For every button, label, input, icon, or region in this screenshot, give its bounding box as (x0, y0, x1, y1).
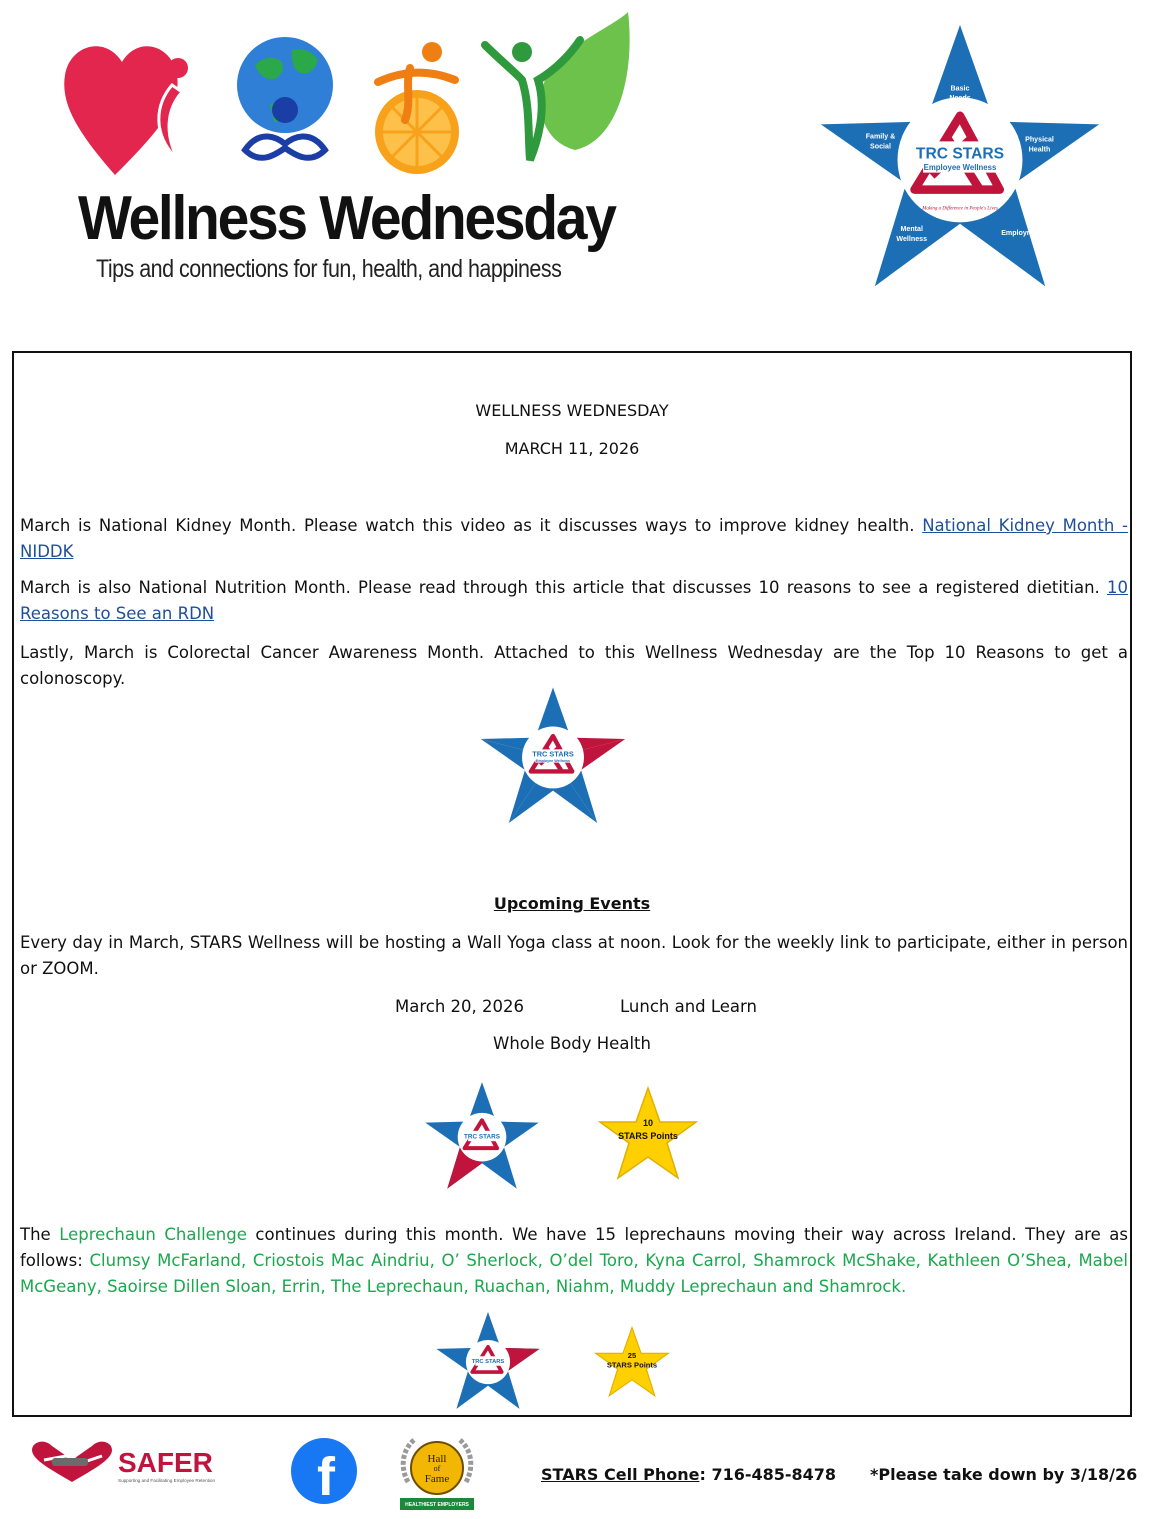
upcoming-events-heading: Upcoming Events (493, 894, 651, 913)
phone-label: STARS Cell Phone (541, 1465, 700, 1484)
facebook-glyph: f (317, 1447, 335, 1505)
svg-text:TRC STARS: TRC STARS (532, 749, 574, 759)
footer-phone (541, 1465, 836, 1484)
svg-text:Health: Health (1028, 145, 1051, 154)
content-box (12, 351, 1132, 1417)
logo-point-employment: Employment (1001, 229, 1044, 238)
paragraph-wall-yoga: Every day in March, STARS Wellness will be hosting a Wall Yoga class at noon. Look for the weekly link to participate, either in person or ZOOM. (20, 933, 1128, 978)
svg-text:Employee Wellness: Employee Wellness (535, 758, 571, 763)
logo-point-family-social: Family & (865, 132, 896, 141)
points-badge-25-label: STARS Points (606, 1360, 658, 1370)
paragraph-nutrition-month (20, 575, 1128, 627)
paragraph-colorectal-month: Lastly, March is Colorectal Cancer Awareness Month. Attached to this Wellness Wednesday are the Top 10 Reasons to get a colonoscopy. (20, 643, 1128, 688)
safer-logo[interactable] (26, 1440, 236, 1486)
paragraph-kidney-month (20, 513, 1128, 565)
trc-stars-logo-small-2 (430, 1311, 546, 1411)
paragraph-kidney-text: March is National Kidney Month. Please watch this video as it discusses ways to improve kidney health. (20, 516, 923, 535)
paragraph-leprechaun-challenge: The Leprechaun Challenge continues during this month. We have 15 leprechauns moving their way across Ireland. They are as follows: Clumsy McFarland, Criostois Mac Aindriu, O’ Sherlock, O’del Toro, Kyna Carrol, Shamrock McShake, Kathleen O’Shea, Mabel McGeany, Saoirse Dillen Sloan, Errin, The Leprechaun, Ruachan, Niahm, Muddy Leprechaun and Shamrock. (20, 1225, 1128, 1296)
points-badge-10-label: STARS Points (618, 1131, 678, 1141)
phone-number: : 716-485-8478 (699, 1465, 837, 1484)
logo-point-mental-wellness: Mental (900, 224, 923, 233)
facebook-icon[interactable] (290, 1437, 358, 1505)
event-title: Whole Body Health (493, 1034, 651, 1053)
svg-text:TRC STARS: TRC STARS (471, 1359, 505, 1366)
event-date: March 20, 2026 (395, 997, 525, 1016)
event-type: Lunch and Learn (620, 997, 757, 1016)
trc-stars-logo-mid (467, 686, 639, 826)
logo-ring-motto: Making a Difference in People's Lives (922, 206, 998, 212)
svg-text:TRC STARS: TRC STARS (464, 1133, 500, 1141)
stars-points-badge-10 (598, 1086, 698, 1181)
svg-text:Hall: Hall (427, 1453, 447, 1465)
svg-text:Needs: Needs (949, 94, 971, 103)
globe-meditation-icon (237, 37, 333, 158)
safer-tagline: Supporting and Facilitating Employee Retention (118, 1478, 216, 1483)
leprechaun-challenge-name: Leprechaun Challenge (59, 1225, 247, 1244)
logo-ring-subtitle: Employee Wellness (923, 162, 997, 172)
leaf-person-icon (485, 12, 630, 160)
content-date: MARCH 11, 2026 (504, 439, 640, 458)
svg-text:Fame: Fame (424, 1473, 450, 1485)
heart-person-icon (64, 46, 188, 175)
leprechaun-list: Clumsy McFarland, Criostois Mac Aindriu, O’ Sherlock, O’del Toro, Kyna Carrol, Shamrock McShake, Kathleen O’Shea, Mabel McGeany, Saoirse Dillen Sloan, Errin, The Leprechaun, Ruachan, Niahm, Muddy Leprechaun and Shamrock. (20, 1251, 1128, 1296)
logo-ring-title: TRC STARS (915, 145, 1005, 163)
wellness-icons-illustration (60, 10, 640, 180)
svg-text:of: of (433, 1464, 441, 1473)
trc-stars-logo (818, 22, 1102, 292)
safer-logo-text: SAFER (118, 1447, 213, 1478)
takedown-note: *Please take down by 3/18/26 (870, 1465, 1138, 1484)
paragraph-nutrition-text: March is also National Nutrition Month. Please read through this article that discusses 10 reasons to see a registered dietitian. (20, 578, 1107, 597)
hall-of-fame-badge (398, 1432, 476, 1512)
trc-stars-logo-small (423, 1081, 541, 1191)
link-national-kidney-month[interactable]: National Kidney Month - NIDDK (20, 516, 1128, 561)
svg-text:Wellness: Wellness (896, 234, 928, 243)
brand-tagline: Tips and connections for fun, health, and happiness (96, 255, 562, 283)
link-10-reasons-rdn[interactable]: 10 Reasons to See an RDN (20, 578, 1128, 623)
brand-title: Wellness Wednesday (78, 184, 615, 253)
logo-point-basic-needs: Basic (950, 84, 970, 93)
orange-runner-icon (375, 42, 459, 174)
svg-text:Social: Social (870, 142, 891, 151)
stars-points-badge-25 (594, 1326, 670, 1398)
content-heading: WELLNESS WEDNESDAY (475, 401, 669, 420)
points-badge-25-value: 25 (627, 1350, 637, 1360)
logo-point-physical-health: Physical (1025, 135, 1054, 144)
hall-of-fame-ribbon: HEALTHIEST EMPLOYERS (405, 1502, 469, 1508)
points-badge-10-value: 10 (642, 1118, 654, 1128)
